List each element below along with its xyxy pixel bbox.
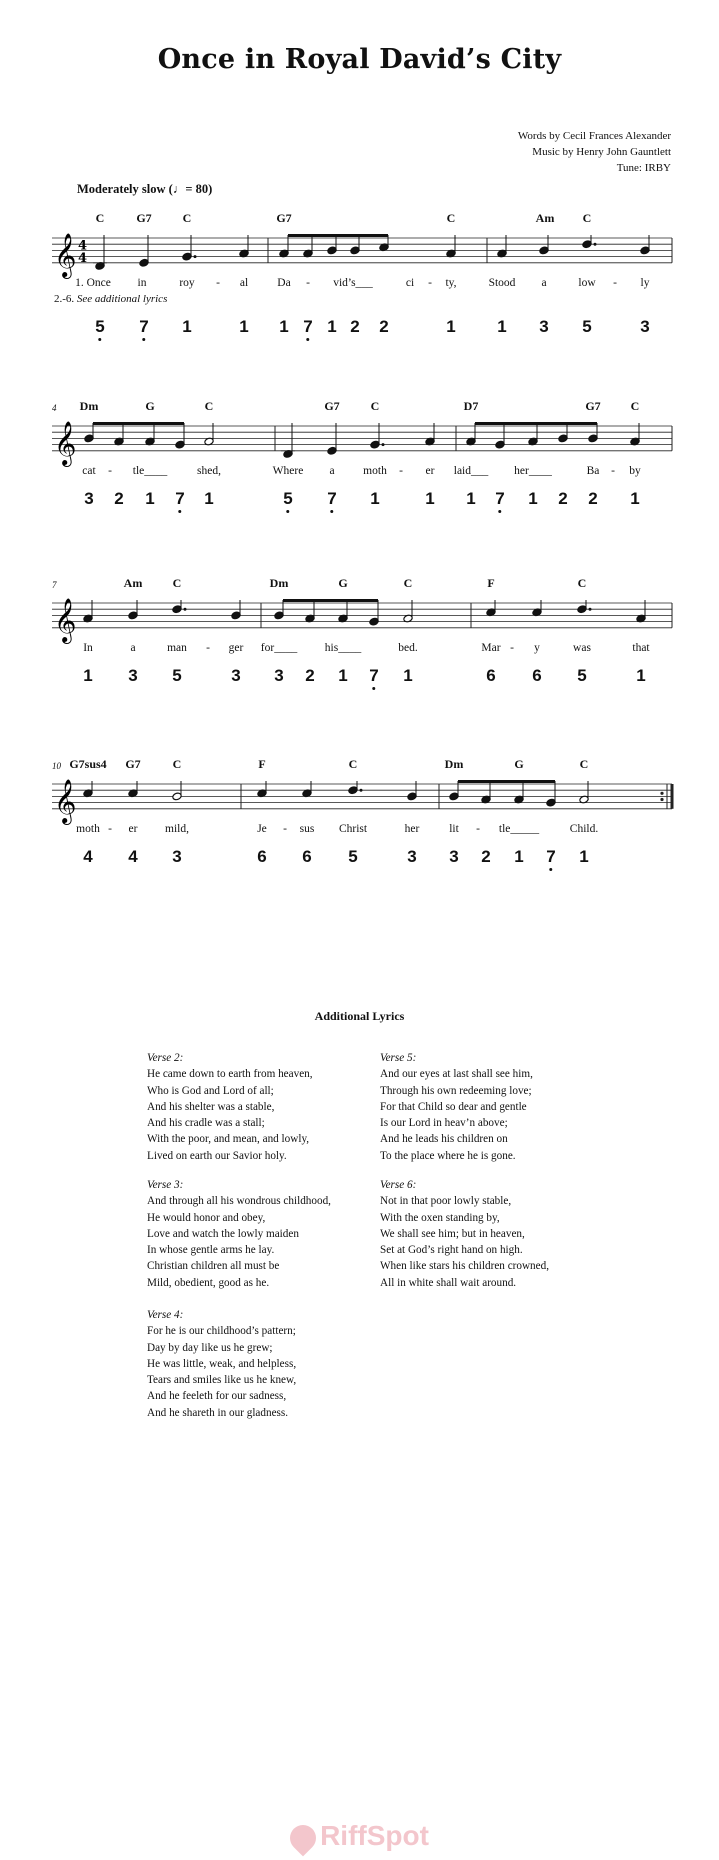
lyric-syllable: her____ bbox=[514, 465, 552, 477]
lyric-syllable: Child. bbox=[569, 823, 599, 835]
chord-symbol: C bbox=[172, 576, 182, 590]
tempo-marking bbox=[77, 182, 212, 197]
chord-symbol: G7 bbox=[324, 399, 340, 413]
chord-symbol: C bbox=[348, 757, 358, 771]
scale-degree: 3 bbox=[84, 489, 94, 508]
chord-symbol: Dm bbox=[269, 576, 289, 590]
chord-symbol: G7 bbox=[125, 757, 141, 771]
chord-symbol: F bbox=[487, 576, 495, 590]
verse-line: He came down to earth from heaven, bbox=[147, 1068, 313, 1081]
scale-degree: 2 bbox=[379, 317, 389, 336]
lyric-syllable: - bbox=[399, 465, 403, 477]
verse-line: He was little, weak, and helpless, bbox=[147, 1357, 297, 1370]
verse-line: All in white shall wait around. bbox=[380, 1276, 517, 1289]
time-signature-icon: 4 bbox=[78, 238, 88, 254]
scale-degree: 4 bbox=[128, 847, 138, 866]
note-beam bbox=[288, 234, 388, 237]
staff-system bbox=[0, 200, 719, 390]
lyric-syllable: - bbox=[510, 642, 514, 654]
lyric-syllable: man bbox=[167, 642, 187, 654]
verse-line: We shall see him; but in heaven, bbox=[380, 1227, 525, 1240]
lyric-syllable: by bbox=[629, 465, 641, 477]
brand-name: RiffSpot bbox=[320, 1820, 429, 1851]
scale-degree: 1 bbox=[204, 489, 214, 508]
verse-line: And our eyes at last shall see him, bbox=[380, 1068, 533, 1081]
verse-line: For that Child so dear and gentle bbox=[380, 1100, 527, 1113]
verse-line: Through his own redeeming love; bbox=[380, 1084, 532, 1097]
scale-degree: 2 bbox=[114, 489, 124, 508]
scale-degree: 7 bbox=[369, 666, 379, 685]
scale-degree: 1 bbox=[279, 317, 289, 336]
verse-line: For he is our childhood’s pattern; bbox=[147, 1325, 296, 1338]
chord-symbol: G7 bbox=[136, 211, 152, 225]
scale-degree: 3 bbox=[172, 847, 182, 866]
lyric-syllable: Christ bbox=[338, 823, 368, 835]
chord-symbol: Dm bbox=[79, 399, 99, 413]
lyric-syllable: moth bbox=[363, 465, 387, 477]
treble-clef-icon: 𝄞 bbox=[54, 597, 77, 642]
augmentation-dot bbox=[184, 608, 187, 611]
verse-block bbox=[380, 1050, 600, 1164]
verse-line: Mild, obedient, good as he. bbox=[147, 1276, 270, 1289]
chord-symbol: C bbox=[577, 576, 587, 590]
chord-symbol: C bbox=[95, 211, 105, 225]
scale-degree: 1 bbox=[514, 847, 524, 866]
verse-line: Set at God’s right hand on high. bbox=[380, 1244, 523, 1257]
scale-degree: 3 bbox=[231, 666, 241, 685]
verse-line: To the place where he is gone. bbox=[380, 1149, 516, 1162]
lyric-syllable: a bbox=[329, 465, 335, 477]
verse-label: Verse 6: bbox=[380, 1179, 417, 1191]
chord-symbol: C bbox=[630, 399, 640, 413]
verse-hint bbox=[54, 293, 167, 305]
verse-line: Day by day like us he grew; bbox=[147, 1341, 273, 1354]
scale-degree: 5 bbox=[577, 666, 587, 685]
scale-degree: 1 bbox=[636, 666, 646, 685]
lyric-syllable: his____ bbox=[324, 642, 362, 654]
chord-symbol: F bbox=[258, 757, 266, 771]
lyric-syllable: - bbox=[476, 823, 480, 835]
verse-line: With the poor, and mean, and lowly, bbox=[147, 1133, 310, 1146]
lyric-syllable: vid’s___ bbox=[333, 277, 373, 289]
tune-credit: Tune: IRBY bbox=[616, 162, 671, 174]
scale-degree: 1 bbox=[239, 317, 249, 336]
lyric-syllable: in bbox=[137, 277, 147, 289]
verse-block bbox=[147, 1177, 367, 1291]
note-beam bbox=[283, 599, 378, 602]
verse-line: And his cradle was a stall; bbox=[147, 1117, 265, 1130]
lyric-syllable: - bbox=[206, 642, 210, 654]
chord-symbol: Am bbox=[123, 576, 143, 590]
chord-symbol: C bbox=[446, 211, 456, 225]
scale-degree: 5 bbox=[348, 847, 358, 866]
scale-degree: 3 bbox=[640, 317, 650, 336]
lyric-syllable: roy bbox=[179, 277, 195, 289]
tempo-metronome: (♩= 80) bbox=[168, 182, 213, 196]
lyric-syllable: - bbox=[108, 465, 112, 477]
repeat-dot bbox=[660, 792, 663, 795]
lyric-syllable: - bbox=[216, 277, 220, 289]
scale-degree: 3 bbox=[539, 317, 549, 336]
scale-degree: 3 bbox=[128, 666, 138, 685]
chord-symbol: G bbox=[145, 399, 155, 413]
treble-clef-icon: 𝄞 bbox=[54, 778, 77, 823]
verse-label: Verse 4: bbox=[147, 1309, 184, 1321]
scale-degree: 1 bbox=[83, 666, 93, 685]
staff bbox=[0, 208, 719, 288]
lyric-syllable: mild, bbox=[165, 823, 189, 835]
verse-line: Who is God and Lord of all; bbox=[147, 1084, 274, 1097]
brand-logo bbox=[0, 1820, 719, 1852]
lyric-syllable: bed. bbox=[398, 642, 418, 654]
verse-block bbox=[147, 1050, 367, 1164]
chord-symbol: C bbox=[579, 757, 589, 771]
additional-lyrics-title: Additional Lyrics bbox=[314, 1009, 405, 1023]
scale-degree: 1 bbox=[630, 489, 640, 508]
scale-degree: 2 bbox=[588, 489, 598, 508]
augmentation-dot bbox=[194, 255, 197, 258]
lyric-syllable: al bbox=[239, 277, 249, 289]
lyric-syllable: er bbox=[128, 823, 138, 835]
scale-degree: 5 bbox=[172, 666, 182, 685]
words-credit: Words by Cecil Frances Alexander bbox=[517, 130, 671, 142]
chord-symbol: Dm bbox=[444, 757, 464, 771]
lyric-syllable: - bbox=[283, 823, 287, 835]
scale-degree: 2 bbox=[558, 489, 568, 508]
chord-symbol: C bbox=[182, 211, 192, 225]
repeat-dot bbox=[660, 798, 663, 801]
lyric-syllable: Ba bbox=[586, 465, 600, 477]
lyric-syllable: Stood bbox=[488, 277, 516, 289]
verse-label: Verse 3: bbox=[147, 1179, 184, 1191]
lyric-syllable: laid___ bbox=[453, 465, 489, 477]
lyric-syllable: a bbox=[541, 277, 547, 289]
lyric-syllable: that bbox=[632, 642, 650, 654]
measure-number: 4 bbox=[52, 403, 57, 413]
verse-line: Love and watch the lowly maiden bbox=[147, 1227, 299, 1240]
verse-block bbox=[147, 1307, 367, 1421]
scale-degree: 5 bbox=[95, 317, 105, 336]
chord-symbol: C bbox=[403, 576, 413, 590]
chord-symbol: C bbox=[172, 757, 182, 771]
lyric-syllable: Mar bbox=[481, 642, 501, 654]
verse-line: And his shelter was a stable, bbox=[147, 1100, 275, 1113]
lyric-syllable: sus bbox=[299, 823, 315, 835]
staff bbox=[0, 754, 719, 834]
scale-degree: 7 bbox=[303, 317, 313, 336]
verse-line: When like stars his children crowned, bbox=[380, 1260, 550, 1273]
scale-degree: 1 bbox=[497, 317, 507, 336]
song-title: Once in Royal David’s City bbox=[157, 44, 562, 75]
scale-degree: 1 bbox=[579, 847, 589, 866]
scale-degree: 2 bbox=[481, 847, 491, 866]
scale-degree: 2 bbox=[305, 666, 315, 685]
tempo-bpm: = 80 bbox=[185, 182, 209, 196]
scale-degree: 4 bbox=[83, 847, 93, 866]
scale-degree: 1 bbox=[145, 489, 155, 508]
treble-clef-icon: 𝄞 bbox=[54, 232, 77, 277]
verse-hint-number: 2.-6. bbox=[54, 293, 77, 305]
chord-symbol: G bbox=[338, 576, 348, 590]
lyric-syllable: was bbox=[573, 642, 591, 654]
augmentation-dot bbox=[360, 789, 363, 792]
lyric-syllable: tle_____ bbox=[498, 823, 540, 835]
lyric-syllable: - bbox=[428, 277, 432, 289]
verse-line: And he feeleth for our sadness, bbox=[147, 1390, 287, 1403]
staff-system bbox=[0, 565, 719, 755]
staff-system bbox=[0, 746, 719, 936]
chord-symbol: G7sus4 bbox=[69, 757, 107, 771]
lyric-syllable: a bbox=[130, 642, 136, 654]
lyric-syllable: for____ bbox=[260, 642, 298, 654]
lyric-syllable: ty, bbox=[445, 277, 457, 289]
scale-degree: 3 bbox=[449, 847, 459, 866]
staff bbox=[0, 573, 719, 653]
lyric-syllable: ci bbox=[405, 277, 415, 289]
lyric-syllable: cat bbox=[82, 465, 96, 477]
chord-symbol: Am bbox=[535, 211, 555, 225]
note-beam bbox=[458, 780, 555, 783]
verse-line: Is our Lord in heav’n above; bbox=[380, 1117, 508, 1130]
note-beam bbox=[93, 422, 184, 425]
verse-line: Christian children all must be bbox=[147, 1260, 280, 1273]
scale-degree: 1 bbox=[327, 317, 337, 336]
time-signature-icon: 4 bbox=[78, 250, 88, 266]
lyric-syllable: - bbox=[613, 277, 617, 289]
verse-line: And through all his wondrous childhood, bbox=[147, 1195, 331, 1208]
lyric-syllable: tle____ bbox=[132, 465, 168, 477]
lyric-syllable: ly bbox=[640, 277, 650, 289]
scale-degree: 1 bbox=[403, 666, 413, 685]
lyric-syllable: her bbox=[404, 823, 420, 835]
lyric-syllable: moth bbox=[76, 823, 100, 835]
lyric-syllable: low bbox=[578, 277, 596, 289]
verse-line: Not in that poor lowly stable, bbox=[380, 1195, 512, 1208]
verse-line: Tears and smiles like us he knew, bbox=[147, 1374, 297, 1387]
scale-degree: 5 bbox=[582, 317, 592, 336]
verse-line: And he shareth in our gladness. bbox=[147, 1406, 289, 1419]
chord-symbol: G7 bbox=[276, 211, 292, 225]
lyric-syllable: shed, bbox=[197, 465, 221, 477]
chord-symbol: G7 bbox=[585, 399, 601, 413]
scale-degree: 6 bbox=[532, 666, 542, 685]
lyric-syllable: er bbox=[425, 465, 435, 477]
verse-label: Verse 2: bbox=[147, 1052, 184, 1064]
quarter-note-icon: ♩ bbox=[172, 182, 186, 196]
lyric-syllable: ger bbox=[228, 642, 244, 654]
staff bbox=[0, 396, 719, 476]
scale-degree: 1 bbox=[466, 489, 476, 508]
scale-degree: 2 bbox=[350, 317, 360, 336]
scale-degree: 6 bbox=[302, 847, 312, 866]
music-credit: Music by Henry John Gauntlett bbox=[532, 146, 671, 158]
verse-line: In whose gentle arms he lay. bbox=[147, 1244, 275, 1257]
guitar-pick-icon bbox=[285, 1819, 322, 1856]
scale-degree: 1 bbox=[182, 317, 192, 336]
scale-degree: 7 bbox=[139, 317, 149, 336]
treble-clef-icon: 𝄞 bbox=[54, 420, 77, 465]
chord-symbol: C bbox=[370, 399, 380, 413]
tempo-text: Moderately slow bbox=[77, 182, 166, 196]
chord-symbol: C bbox=[204, 399, 214, 413]
augmentation-dot bbox=[382, 443, 385, 446]
scale-degree: 6 bbox=[257, 847, 267, 866]
scale-degree: 3 bbox=[407, 847, 417, 866]
scale-degree: 5 bbox=[283, 489, 293, 508]
note-beam bbox=[475, 422, 597, 425]
scale-degree: 1 bbox=[425, 489, 435, 508]
measure-number: 7 bbox=[52, 580, 57, 590]
lyric-syllable: Where bbox=[272, 465, 304, 477]
lyric-syllable: y bbox=[534, 642, 540, 654]
lyric-syllable: - bbox=[306, 277, 310, 289]
chord-symbol: G bbox=[514, 757, 524, 771]
chord-symbol: D7 bbox=[463, 399, 479, 413]
scale-degree: 1 bbox=[338, 666, 348, 685]
lyric-syllable: lit bbox=[449, 823, 459, 835]
scale-degree: 7 bbox=[546, 847, 556, 866]
lyric-syllable: Je bbox=[257, 823, 267, 835]
scale-degree: 7 bbox=[175, 489, 185, 508]
scale-degree: 7 bbox=[495, 489, 505, 508]
scale-degree: 1 bbox=[370, 489, 380, 508]
augmentation-dot bbox=[589, 608, 592, 611]
scale-degree: 1 bbox=[446, 317, 456, 336]
augmentation-dot bbox=[594, 243, 597, 246]
verse-line: Lived on earth our Savior holy. bbox=[147, 1149, 287, 1162]
verse-label: Verse 5: bbox=[380, 1052, 417, 1064]
verse-hint-text: See additional lyrics bbox=[76, 293, 168, 305]
chord-symbol: C bbox=[582, 211, 592, 225]
lyric-syllable: In bbox=[83, 642, 93, 654]
verse-line: He would honor and obey, bbox=[147, 1211, 266, 1224]
verse-line: And he leads his children on bbox=[380, 1133, 508, 1146]
scale-degree: 6 bbox=[486, 666, 496, 685]
scale-degree: 3 bbox=[274, 666, 284, 685]
lyric-syllable: - bbox=[611, 465, 615, 477]
lyric-syllable: Da bbox=[277, 277, 291, 289]
measure-number: 10 bbox=[52, 761, 61, 771]
staff-system bbox=[0, 388, 719, 578]
verse-line: With the oxen standing by, bbox=[380, 1211, 500, 1224]
lyric-syllable: - bbox=[108, 823, 112, 835]
verse-block bbox=[380, 1177, 600, 1291]
scale-degree: 1 bbox=[528, 489, 538, 508]
lyric-syllable: 1. Once bbox=[75, 277, 111, 289]
scale-degree: 7 bbox=[327, 489, 337, 508]
